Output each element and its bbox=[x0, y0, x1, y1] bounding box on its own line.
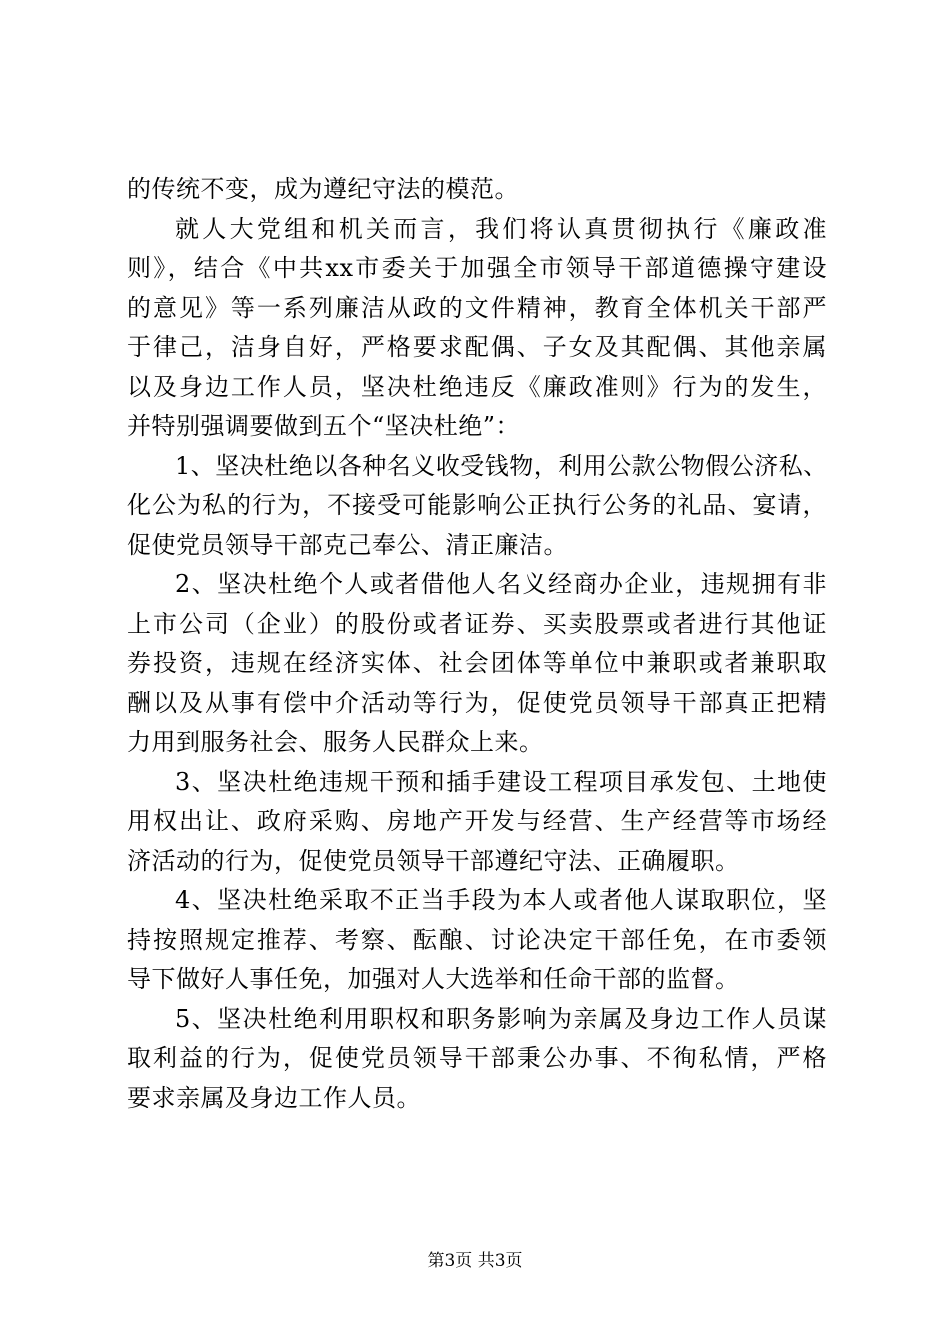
text-line: 取利益的行为，促使党员领导干部秉公办事、不徇私情，严格 bbox=[127, 1044, 827, 1072]
text-line: 要求亲属及身边工作人员。 bbox=[127, 1083, 421, 1112]
text-line: 5、坚决杜绝利用职权和职务影响为亲属及身边工作人员谋 bbox=[175, 1004, 827, 1033]
text-line: 的传统不变，成为遵纪守法的模范。 bbox=[127, 175, 519, 203]
text-line: 力用到服务社会、服务人民群众上来。 bbox=[127, 728, 544, 756]
text-line: 3、坚决杜绝违规干预和插手建设工程项目承发包、土地使 bbox=[175, 767, 827, 796]
text-line: 2、坚决杜绝个人或者借他人名义经商办企业，违规拥有非 bbox=[175, 570, 827, 598]
text-line: 的意见》等一系列廉洁从政的文件精神，教育全体机关干部严 bbox=[127, 293, 827, 322]
text-line: 1、坚决杜绝以各种名义收受钱物，利用公款公物假公济私、 bbox=[175, 451, 828, 480]
text-line: 促使党员领导干部克己奉公、清正廉洁。 bbox=[127, 530, 568, 559]
document-body bbox=[127, 170, 827, 1118]
page-footer: 第3页 共3页 bbox=[427, 1251, 523, 1271]
text-line: 则》，结合《中共xx市委关于加强全市领导干部道德操守建设 bbox=[127, 254, 827, 282]
text-line: 4、坚决杜绝采取不正当手段为本人或者他人谋取职位，坚 bbox=[175, 886, 827, 914]
text-line: 并特别强调要做到五个“坚决杜绝”： bbox=[127, 412, 521, 440]
text-line: 酬以及从事有偿中介活动等行为，促使党员领导干部真正把精 bbox=[127, 688, 827, 717]
text-line: 以及身边工作人员，坚决杜绝违反《廉政准则》行为的发生， bbox=[127, 372, 827, 401]
text-line: 持按照规定推荐、考察、酝酿、讨论决定干部任免，在市委领 bbox=[127, 925, 827, 954]
text-line: 于律己，洁身自好，严格要求配偶、子女及其配偶、其他亲属 bbox=[127, 333, 827, 361]
text-line: 化公为私的行为，不接受可能影响公正执行公务的礼品、宴请， bbox=[127, 491, 827, 519]
text-line: 就人大党组和机关而言，我们将认真贯彻执行《廉政准 bbox=[175, 214, 827, 243]
text-line: 济活动的行为，促使党员领导干部遵纪守法、正确履职。 bbox=[127, 846, 740, 875]
text-line: 用权出让、政府采购、房地产开发与经营、生产经营等市场经 bbox=[127, 807, 827, 835]
text-line: 上市公司（企业）的股份或者证券、买卖股票或者进行其他证 bbox=[127, 609, 827, 638]
text-line: 导下做好人事任免，加强对人大选举和任命干部的监督。 bbox=[127, 965, 740, 993]
text-line: 券投资，违规在经济实体、社会团体等单位中兼职或者兼职取 bbox=[127, 649, 827, 677]
